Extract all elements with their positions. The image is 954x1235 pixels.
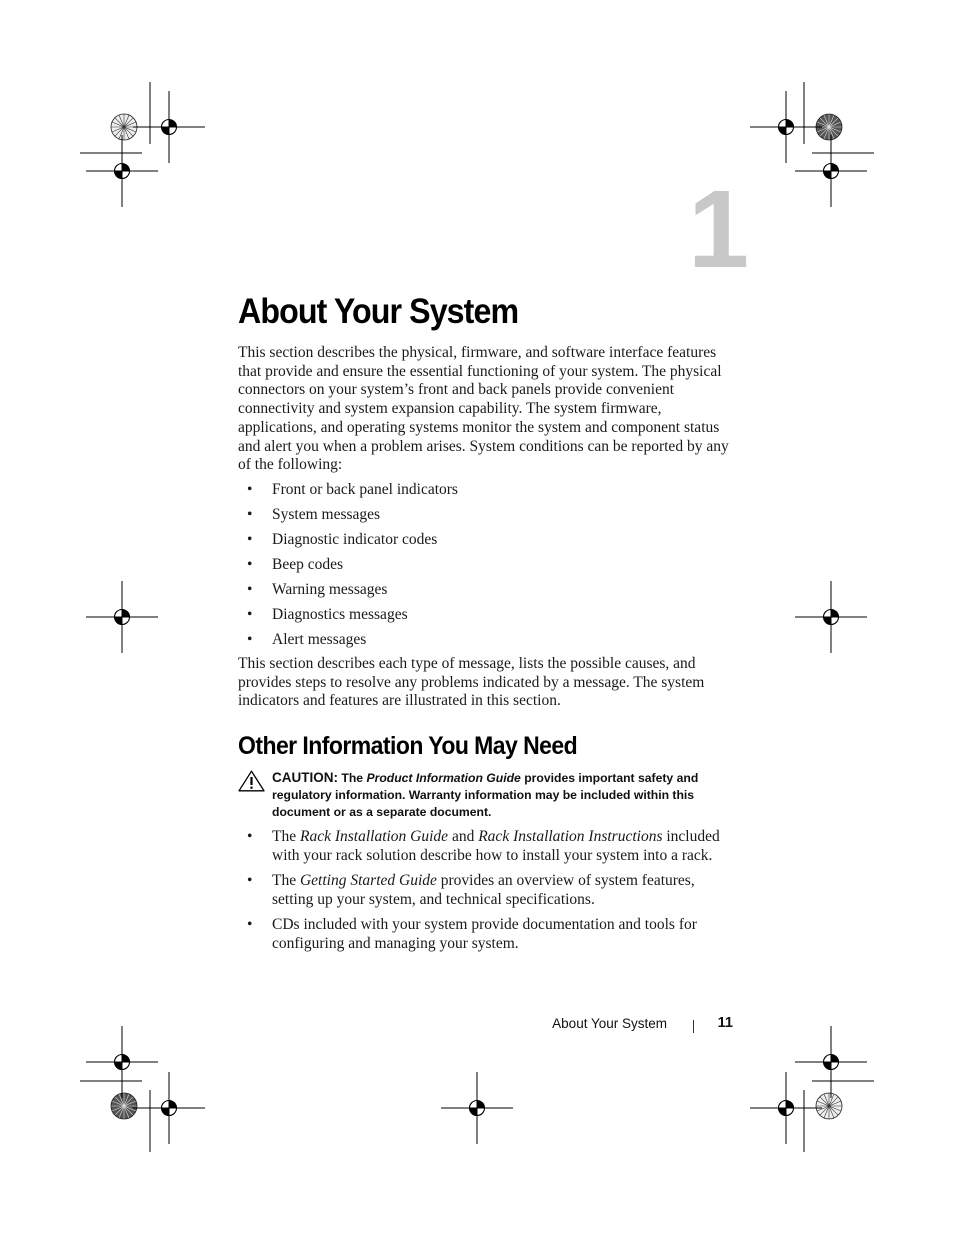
list-item: • Diagnostics messages — [247, 606, 408, 623]
chapter-number: 1 — [688, 168, 748, 291]
list-item: • CDs included with your system provide documentation and tools for configuring and managing your system. — [247, 915, 697, 952]
registration-mark-icon — [86, 581, 158, 653]
list-item: • Front or back panel indicators — [247, 481, 458, 498]
registration-mark-icon — [441, 1072, 513, 1144]
registration-mark-icon — [86, 1026, 158, 1098]
list-item: • System messages — [247, 506, 381, 523]
caution-label: CAUTION: — [272, 770, 338, 785]
list-item: • Warning messages — [247, 581, 388, 598]
list-item: • Alert messages — [247, 631, 367, 648]
caution-icon — [238, 770, 265, 792]
indicator-list — [238, 481, 738, 656]
documentation-list — [238, 828, 738, 960]
caution-text: CAUTION: The Product Information Guide provides important safety and regulatory information. Warranty information may be included within this document or as a separate document. — [272, 770, 699, 819]
footer-section-title: About Your System — [552, 1016, 667, 1031]
footer-divider — [693, 1020, 694, 1033]
page-footer — [500, 1014, 734, 1034]
registration-mark-icon — [133, 1072, 205, 1144]
registration-mark-icon — [795, 135, 867, 207]
registration-mark-icon — [795, 1026, 867, 1098]
color-wheel-icon — [816, 1093, 842, 1119]
chapter-title: About Your System — [238, 292, 519, 331]
closing-paragraph: This section describes each type of message, lists the possible causes, and provides steps to resolve any problems indicated by a message. The system indicators and features are illustrated in this section. — [238, 655, 705, 710]
list-item: • The Getting Started Guide provides an overview of system features, setting up your system, and technical specifications. — [247, 871, 695, 908]
section-heading: Other Information You May Need — [238, 732, 578, 760]
list-item: • Beep codes — [247, 556, 344, 573]
registration-mark-icon — [86, 135, 158, 207]
registration-mark-icon — [750, 1072, 822, 1144]
registration-mark-icon — [795, 581, 867, 653]
list-item: • Diagnostic indicator codes — [247, 531, 438, 548]
color-wheel-icon — [111, 1093, 137, 1119]
page-number: 11 — [717, 1015, 733, 1031]
registration-mark-icon — [133, 91, 205, 163]
caution-note — [238, 769, 738, 821]
list-item: • The Rack Installation Guide and Rack Installation Instructions included with your rack solution describe how to install your system into a rack. — [247, 828, 720, 864]
registration-mark-icon — [750, 91, 822, 163]
product-guide-title: Product Information Guide — [366, 771, 521, 785]
intro-paragraph: This section describes the physical, firmware, and software interface features that provide and ensure the essential functioning of your system. The physical connectors on your system’s front and back panels provide convenient connectivity and system expansion capability. The system firmware, applications, and operating systems monitor the system and component status and alert you when a problem arises. System conditions can be reported by any of the following: — [238, 344, 729, 474]
